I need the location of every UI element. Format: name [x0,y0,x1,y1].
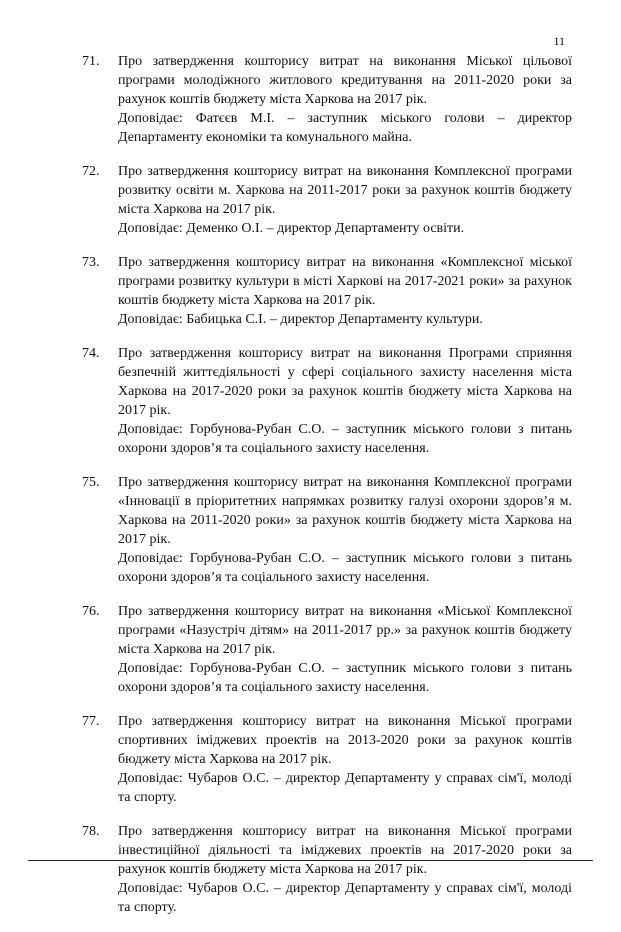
agenda-item-title: Про затвердження кошторису витрат на виконання Міської програми спортивних іміджевих проектів на 2013-2020 роки за рахунок коштів бюджету міста Харкова на 2017 рік. [118,714,572,767]
agenda-item-title: Про затвердження кошторису витрат на виконання «Міської Комплексної програми «Назустріч дітям» на 2011-2017 рр.» за рахунок коштів бюджету міста Харкова на 2017 рік. [118,604,572,657]
agenda-item-title: Про затвердження кошторису витрат на виконання Програми сприяння безпечній життєдіяльності у сфері соціального захисту населення міста Харкова на 2017-2020 роки за рахунок коштів бюджету міста Харкова на 2017 рік. [118,346,572,418]
agenda-item [82,253,572,329]
agenda-item [82,52,572,147]
agenda-item-speaker: Доповідає: Чубаров О.С. – директор Департаменту у справах сім'ї, молоді та спорту. [118,771,572,805]
agenda-item-title: Про затвердження кошторису витрат на виконання Міської цільової програми молодіжного житлового кредитування на 2011-2020 роки за рахунок коштів бюджету міста Харкова на 2017 рік. [118,54,572,107]
agenda-item-speaker: Доповідає: Бабицька С.І. – директор Департаменту культури. [118,312,483,327]
agenda-item-body [118,162,572,238]
agenda-item-number: 75. [82,475,100,490]
agenda-item [82,344,572,458]
agenda-item-title: Про затвердження кошторису витрат на виконання Комплексної програми розвитку освіти м. Харкова на 2011-2017 роки за рахунок коштів бюджету міста Харкова на 2017 рік. [118,164,572,217]
agenda-item-title: Про затвердження кошторису витрат на виконання «Комплексної міської програми розвитку культури в місті Харкові на 2017-2021 роки» за рахунок коштів бюджету міста Харкова на 2017 рік. [118,255,572,308]
agenda-item [82,602,572,697]
footer-rule [28,860,593,861]
agenda-item-number: 78. [82,824,100,839]
page-number: 11 [553,34,565,48]
agenda-item-body [118,602,572,697]
agenda-item-body [118,52,572,147]
agenda-item [82,473,572,587]
agenda-item-body [118,712,572,807]
agenda-item-speaker: Доповідає: Деменко О.І. – директор Департаменту освіти. [118,221,465,236]
agenda-item-number: 76. [82,604,100,619]
agenda-item-number: 72. [82,164,100,179]
agenda-item-speaker: Доповідає: Фатєєв М.І. – заступник міського голови – директор Департаменту економіки та комунального майна. [118,111,572,145]
agenda-list [82,52,572,932]
agenda-item-speaker: Доповідає: Горбунова-Рубан С.О. – заступник міського голови з питань охорони здоров’я та соціального захисту населення. [118,422,572,456]
agenda-item-number: 71. [82,54,100,69]
agenda-item-title: Про затвердження кошторису витрат на виконання Комплексної програми «Інновації в пріоритетних напрямках розвитку галузі охорони здоров’я м. Харкова на 2011-2020 роки» за рахунок коштів бюджету міста Харкова на 2017 рік. [118,475,572,547]
agenda-item-speaker: Доповідає: Чубаров О.С. – директор Департаменту у справах сім'ї, молоді та спорту. [118,881,572,915]
agenda-item-body [118,253,572,329]
agenda-item [82,162,572,238]
agenda-item-body [118,344,572,458]
agenda-item-speaker: Доповідає: Горбунова-Рубан С.О. – заступник міського голови з питань охорони здоров’я та соціального захисту населення. [118,661,572,695]
agenda-item-body [118,473,572,587]
agenda-item [82,712,572,807]
agenda-item-title: Про затвердження кошторису витрат на виконання Міської програми інвестиційної діяльності та іміджевих проектів на 2017-2020 роки за рахунок коштів бюджету міста Харкова на 2017 рік. [118,824,572,877]
agenda-item-number: 73. [82,255,100,270]
agenda-item-number: 74. [82,346,100,361]
agenda-item-body [118,822,572,917]
agenda-item-speaker: Доповідає: Горбунова-Рубан С.О. – заступник міського голови з питань охорони здоров’я та соціального захисту населення. [118,551,572,585]
agenda-item-number: 77. [82,714,100,729]
agenda-item [82,822,572,917]
